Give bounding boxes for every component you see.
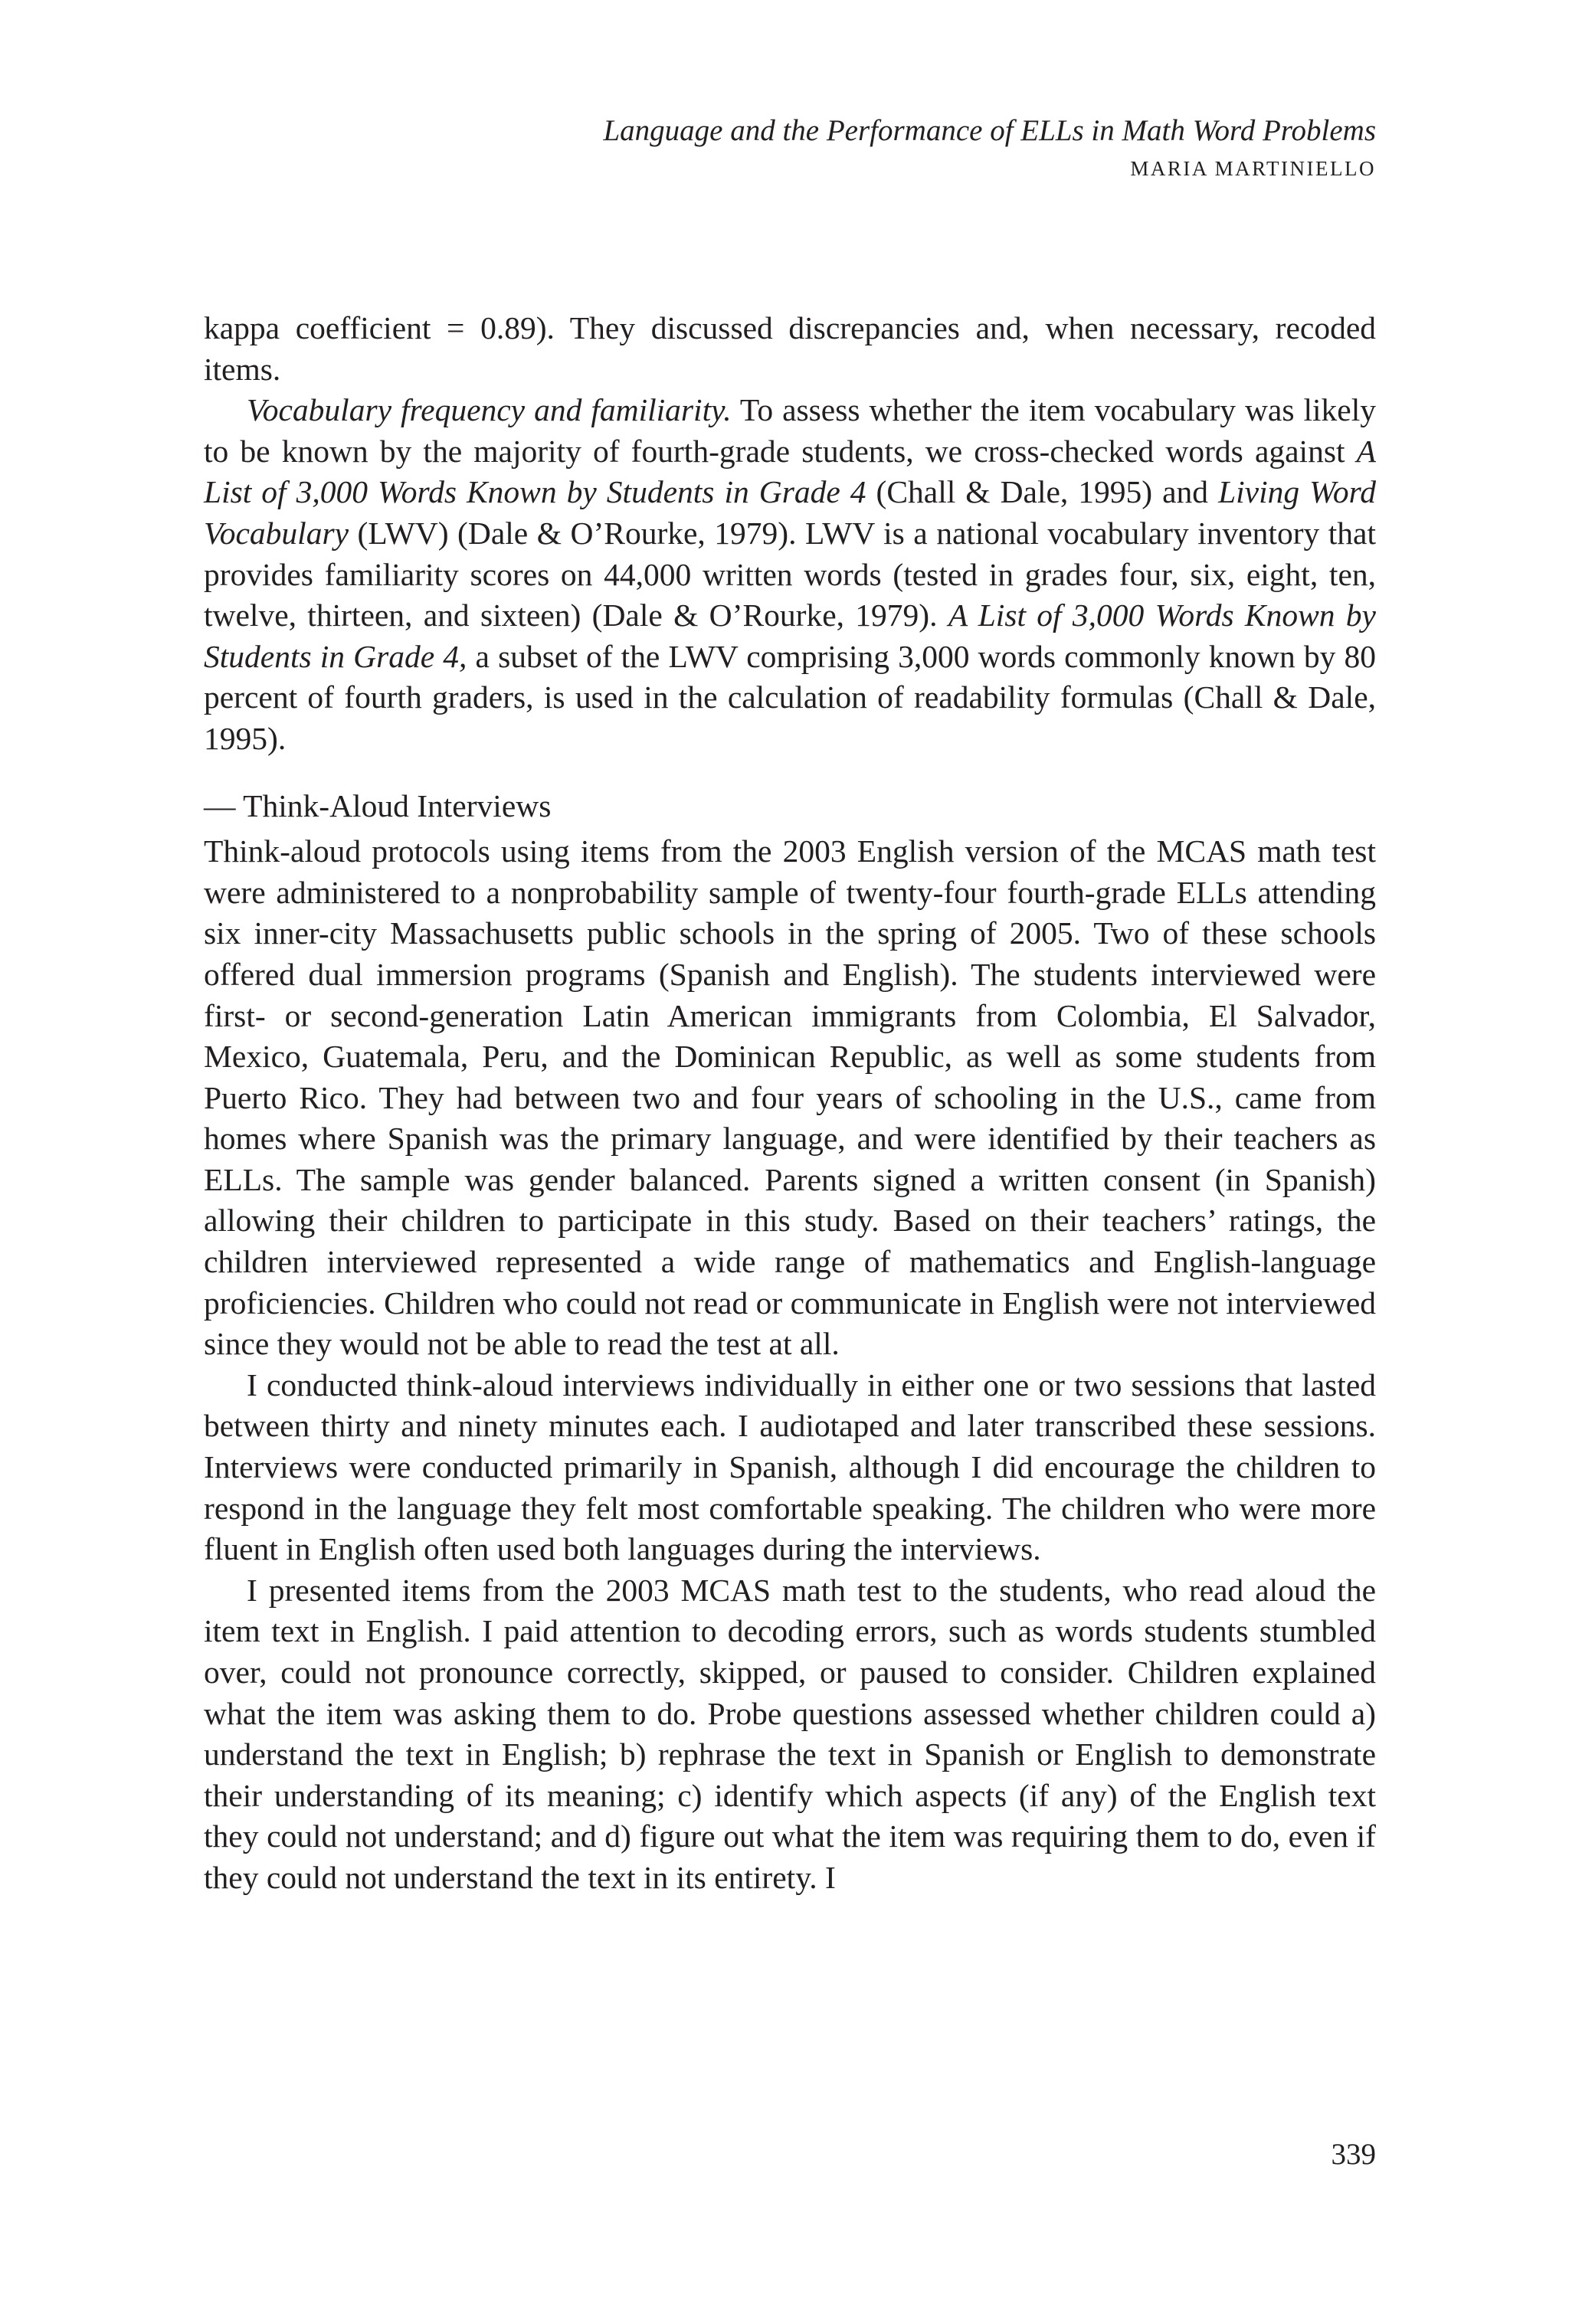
running-author: MARIA MARTINIELLO [1130,157,1376,180]
paragraph-vocabulary [204,390,1376,759]
vocabulary-text-1: To assess whether the item vocabulary was likely to be known by the majority of fourth-grade students, we cross-checked words against [204,392,1376,469]
journal-page [204,0,1376,2324]
vocabulary-text-2: (Chall & Dale, 1995) and [866,474,1219,510]
page-number: 339 [1331,2138,1376,2171]
running-title: Language and the Performance of ELLs in Math Word Problems [603,114,1376,147]
paragraph-items: I presented items from the 2003 MCAS math test to the students, who read aloud the item text in English. I paid attention to decoding errors, such as words students stumbled over, could not pronounce correctly, skipped, or paused to consider. Children explained what the item was asking them to do. Probe questions assessed whether children could a) understand the text in English; b) rephrase the text in Spanish or English to demonstrate their understanding of its meaning; c) identify which aspects (if any) of the English text they could not understand; and d) figure out what the item was requiring them to do, even if they could not understand the text in its entirety. I [204,1572,1376,1895]
paragraph-protocols: Think-aloud protocols using items from the 2003 English version of the MCAS math test were administered to a nonprobability sample of twenty-four fourth-grade ELLs attending six inner-city Massachusetts public schools in the spring of 2005. Two of these schools offered dual immersion programs (Spanish and English). The students interviewed were first- or second-generation Latin American immigrants from Colombia, El Salvador, Mexico, Guatemala, Peru, and the Dominican Republic, as well as some students from Puerto Rico. They had between two and four years of schooling in the U.S., came from homes where Spanish was the primary language, and were identified by their teachers as ELLs. The sample was gender balanced. Parents signed a written consent (in Spanish) allowing their children to participate in this study. Based on their teachers’ ratings, the children interviewed represented a wide range of mathematics and English-language proficiencies. Children who could not read or communicate in English were not interviewed since they would not be able to read the test at all. [204,833,1376,1362]
paragraph-kappa: kappa coefficient = 0.89). They discussed discrepancies and, when necessary, recoded items. [204,310,1376,387]
vocabulary-title-2: Living Word Vocabulary [204,474,1377,551]
vocabulary-text-4: a subset of the LWV comprising 3,000 words commonly known by 80 percent of fourth graders, is used in the calculation of readability formulas (Chall & Dale, 1995). [204,638,1376,756]
vocabulary-title-1: A List of 3,000 Words Known by Students in Grade 4 [204,433,1376,510]
running-head [204,112,1376,185]
vocabulary-lead: Vocabulary frequency and familiarity. [247,392,732,428]
paragraph-interviews: I conducted think-aloud interviews individually in either one or two sessions that lasted between thirty and ninety minutes each. I audiotaped and later transcribed these sessions. Interviews were conducted primarily in Spanish, although I did encourage the children to respond in the language they felt most comfortable speaking. The children who were more fluent in English often used both languages during the interviews. [204,1367,1376,1567]
vocabulary-title-3: A List of 3,000 Words Known by Students in Grade 4, [204,597,1376,674]
vocabulary-text-3: (LWV) (Dale & O’Rourke, 1979). LWV is a national vocabulary inventory that provides familiarity scores on 44,000 written words (tested in grades four, six, eight, ten, twelve, thirteen, and sixteen) (Dale & O’Rourke, 1979). [204,515,1376,633]
body-text [204,308,1376,1899]
section-heading-think-aloud: — Think-Aloud Interviews [204,787,552,823]
